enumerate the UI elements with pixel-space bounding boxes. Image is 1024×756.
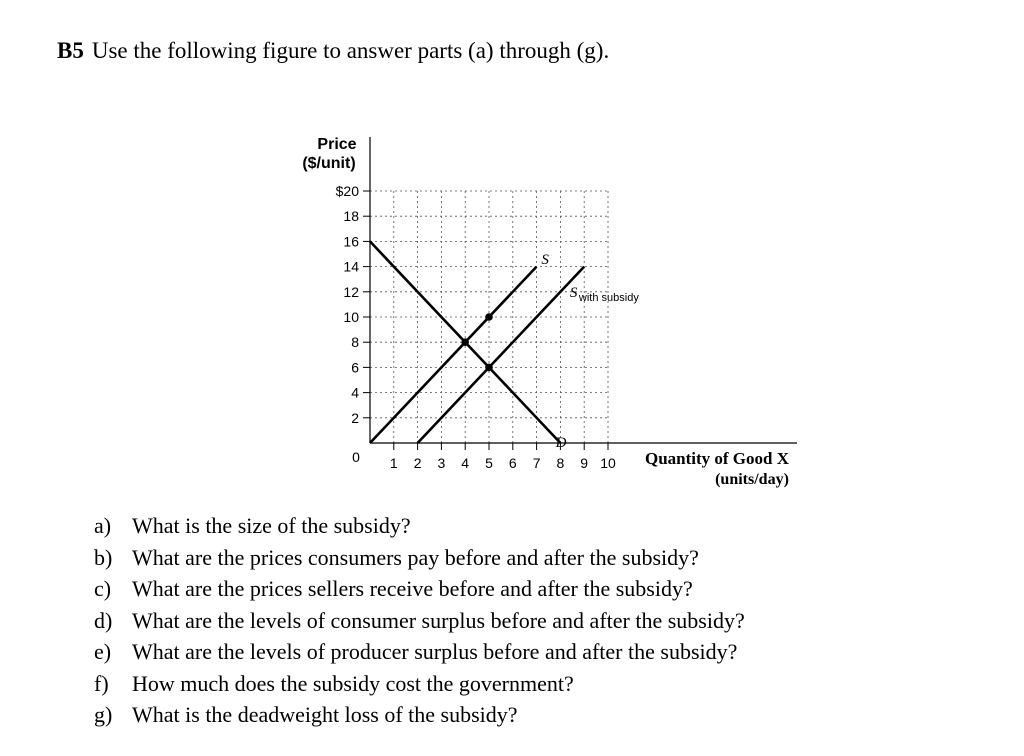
y-axis-label-line2: ($/unit) [302, 155, 356, 172]
y-tick-label: 16 [343, 233, 359, 250]
x-tick-label: 3 [437, 455, 446, 471]
question-letter: f) [94, 670, 109, 696]
x-tick-label: 6 [508, 455, 517, 471]
question-text: What is the deadweight loss of the subsidy? [132, 702, 518, 727]
question-f [94, 668, 745, 700]
question-text: How much does the subsidy cost the government? [132, 670, 574, 696]
y-tick-label: 6 [351, 359, 359, 376]
y-axis-label-line1: Price [317, 136, 357, 153]
question-b [94, 542, 745, 574]
y-tick-label: 14 [343, 258, 359, 275]
series-line-s [370, 267, 537, 443]
point-equilibrium [461, 338, 469, 346]
x-tick-label: 10 [600, 455, 616, 471]
y-tick-label: $20 [335, 183, 359, 199]
y-tick-label: 18 [343, 208, 359, 225]
x-axis-label-line2: (units/day) [715, 471, 789, 488]
question-a [94, 510, 745, 542]
question-list [94, 510, 745, 731]
question-letter: b) [94, 544, 113, 570]
question-d [94, 605, 745, 637]
problem-number: B5 [57, 38, 84, 63]
x-tick-label: 2 [413, 455, 422, 471]
origin-label: 0 [352, 449, 360, 465]
x-tick-label: 4 [461, 455, 470, 471]
question-letter: e) [94, 639, 112, 664]
question-g [94, 699, 745, 731]
question-text: What is the size of the subsidy? [132, 513, 411, 538]
question-e [94, 636, 745, 668]
x-tick-label: 7 [532, 455, 541, 471]
point-subsidy-equilibrium [485, 364, 493, 372]
point-price-received-with-subsidy [485, 313, 493, 321]
x-tick-label: 8 [556, 455, 565, 471]
x-axis-label-line1: Quantity of Good X [644, 449, 790, 468]
series-line-s-with-subsidy [418, 267, 585, 443]
y-tick-label: 4 [351, 384, 359, 401]
question-text: What are the prices consumers pay before and after the subsidy? [132, 544, 699, 570]
question-letter: d) [94, 607, 113, 633]
question-text: What are the levels of producer surplus before and after the subsidy? [132, 639, 738, 664]
problem-instruction: Use the following figure to answer parts (a) through (g). [91, 38, 610, 63]
question-letter: a) [94, 513, 112, 538]
x-tick-label: 1 [389, 455, 398, 471]
question-letter: g) [94, 702, 113, 727]
question-letter: c) [94, 576, 112, 601]
subsidy-supply-curve-label: S [569, 284, 578, 301]
subsidy-supply-curve-sublabel: with subsidy [578, 291, 639, 304]
x-tick-label: 9 [580, 455, 589, 471]
question-text: What are the prices sellers receive before and after the subsidy? [132, 576, 693, 601]
supply-curve-label: S [541, 252, 549, 269]
y-tick-label: 8 [351, 334, 359, 351]
y-tick-label: 10 [343, 309, 359, 325]
x-tick-label: 5 [485, 455, 493, 471]
y-tick-label: 12 [343, 283, 359, 300]
demand-curve-label: D [555, 434, 567, 451]
y-tick-label: 2 [351, 409, 359, 426]
question-text: What are the levels of consumer surplus before and after the subsidy? [132, 607, 745, 633]
question-c [94, 573, 745, 605]
